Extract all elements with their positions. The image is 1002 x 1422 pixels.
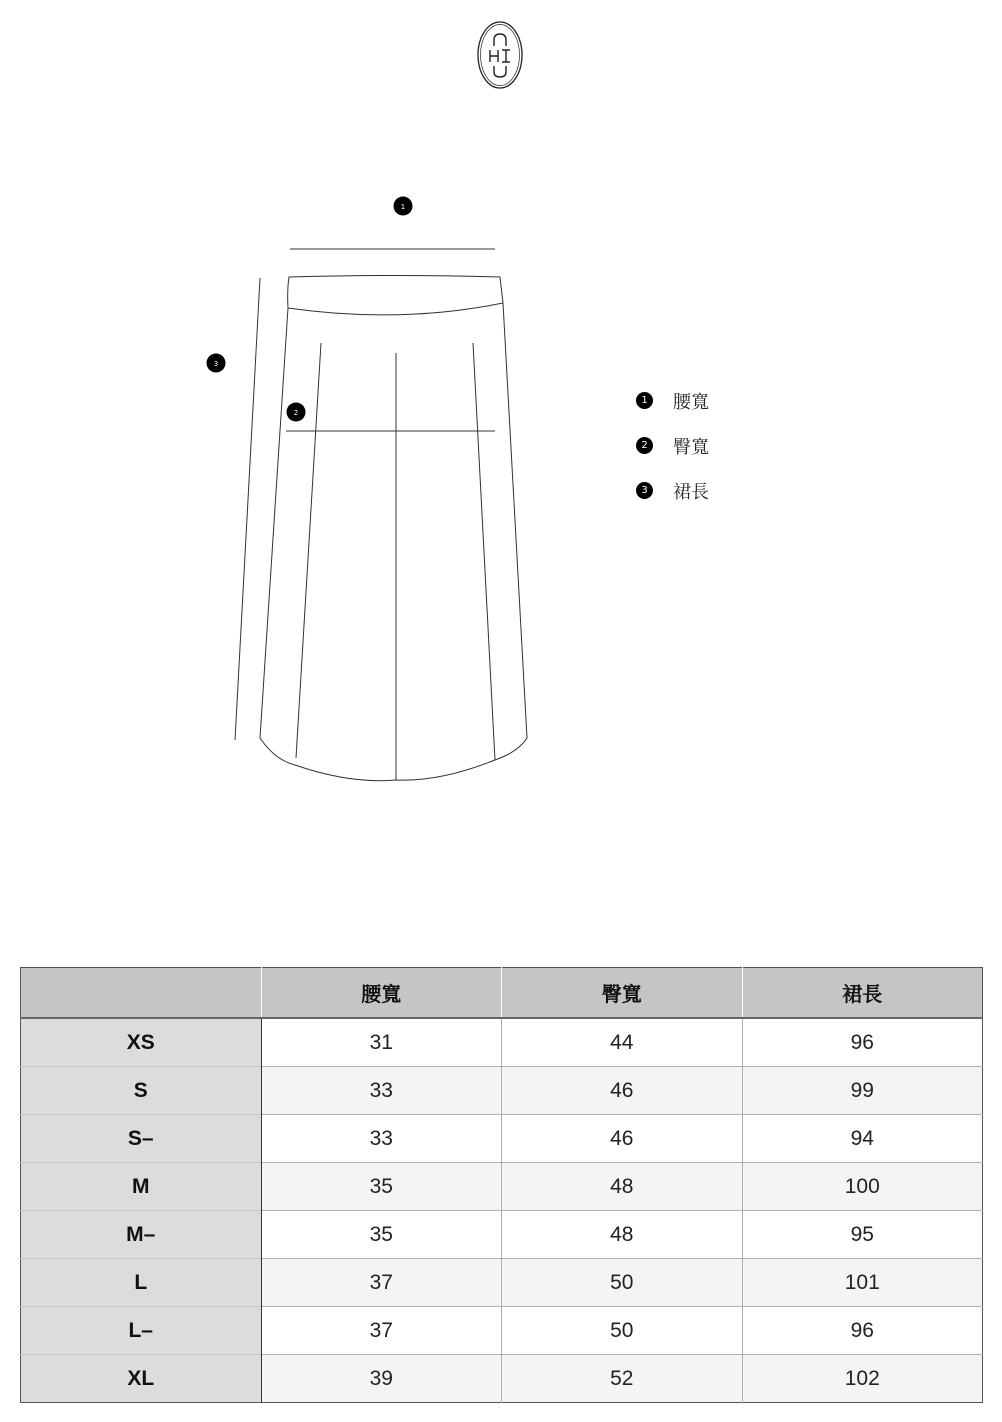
legend-marker: 3 [636,482,653,499]
hip-cell: 46 [502,1115,743,1163]
waist-cell: 33 [261,1067,502,1115]
table-row [21,1307,983,1355]
marker-1-number: 1 [400,203,406,211]
waist-cell: 37 [261,1307,502,1355]
waist-cell: 35 [261,1163,502,1211]
legend-marker: 2 [636,437,653,454]
marker-3-number: 3 [213,360,219,368]
legend-label: 裙長 [673,481,709,503]
table-row [21,1259,983,1307]
length-measure-line [235,278,260,740]
legend-label: 腰寬 [673,391,709,413]
length-cell: 102 [742,1355,983,1403]
length-cell: 99 [742,1067,983,1115]
size-cell: M [21,1163,262,1211]
hip-cell: 50 [502,1307,743,1355]
legend-item-waist [636,378,836,423]
table-row [21,1115,983,1163]
size-cell: S [21,1067,262,1115]
header-hip: 臀寬 [502,968,743,1019]
length-cell: 94 [742,1115,983,1163]
skirt-measurement-diagram [200,190,540,790]
hip-cell: 52 [502,1355,743,1403]
waist-cell: 31 [261,1018,502,1067]
table-header-row [21,968,983,1019]
hip-cell: 50 [502,1259,743,1307]
length-cell: 101 [742,1259,983,1307]
waist-cell: 35 [261,1211,502,1259]
length-cell: 95 [742,1211,983,1259]
length-cell: 100 [742,1163,983,1211]
hip-cell: 44 [502,1018,743,1067]
size-cell: XS [21,1018,262,1067]
legend-item-length [636,468,836,513]
waist-cell: 33 [261,1115,502,1163]
skirt-body [260,303,527,781]
header-length: 裙長 [742,968,983,1019]
length-cell: 96 [742,1018,983,1067]
marker-2-number: 2 [293,409,299,417]
header-size [21,968,262,1019]
size-cell: XL [21,1355,262,1403]
legend-marker: 1 [636,392,653,409]
table-row [21,1163,983,1211]
size-cell: M– [21,1211,262,1259]
size-cell: L [21,1259,262,1307]
header-waist: 腰寬 [261,968,502,1019]
table-row [21,1067,983,1115]
table-row [21,1355,983,1403]
waist-cell: 37 [261,1259,502,1307]
brand-logo [476,20,524,90]
table-row [21,1211,983,1259]
hip-cell: 46 [502,1067,743,1115]
waist-cell: 39 [261,1355,502,1403]
size-cell: L– [21,1307,262,1355]
table-row [21,1018,983,1067]
hip-cell: 48 [502,1211,743,1259]
legend-label: 臀寬 [673,436,709,458]
legend-item-hip [636,423,836,468]
measurement-legend [636,378,836,513]
waistband [288,276,503,315]
size-cell: S– [21,1115,262,1163]
size-chart-table [20,967,983,1403]
hip-cell: 48 [502,1163,743,1211]
length-cell: 96 [742,1307,983,1355]
